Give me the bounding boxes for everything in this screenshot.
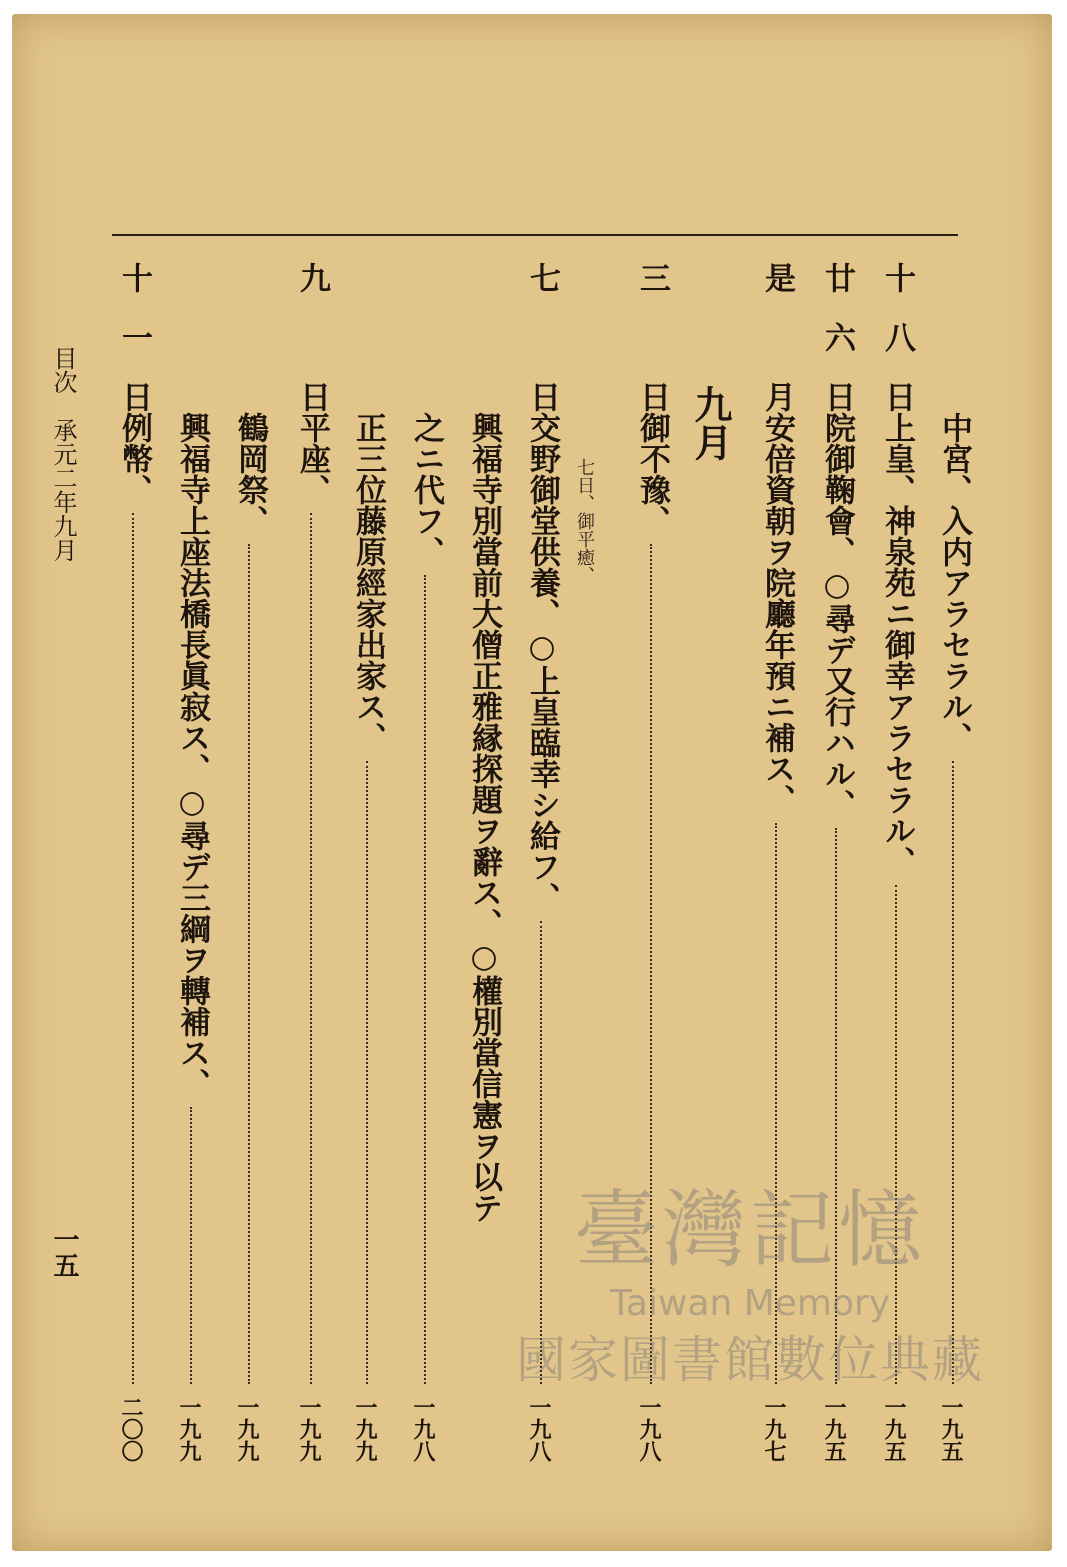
entry-day: 廿六日 xyxy=(819,262,855,412)
entry-day: 三日 xyxy=(634,262,670,412)
page-number: 一九七 xyxy=(761,1396,787,1462)
watermark-english: Taiwan Memory xyxy=(609,1283,891,1324)
entry-text: 平座、 xyxy=(294,412,330,505)
page-number: 二〇〇 xyxy=(118,1396,144,1462)
toc-entry xyxy=(112,262,156,505)
dot-leader xyxy=(132,513,134,1384)
entry-text: 鶴岡祭、 xyxy=(232,412,268,536)
entry-text: 興福寺別當前大僧正雅縁探題ヲ辭ス、○權別當信憲ヲ以テ xyxy=(466,412,502,1223)
toc-entry xyxy=(815,262,859,820)
page-number: 一九九 xyxy=(296,1396,322,1462)
toc-entry xyxy=(170,262,214,1099)
dot-leader xyxy=(366,761,368,1384)
side-note: 七日、御平癒、 xyxy=(574,458,595,584)
page-number: 一九九 xyxy=(234,1396,260,1462)
toc-entry xyxy=(755,262,799,815)
toc-entry xyxy=(228,262,272,536)
entry-day: 十一日 xyxy=(116,262,152,412)
entry-text: 例幣、 xyxy=(116,412,152,505)
watermark xyxy=(500,1180,1000,1392)
month-heading: 九月 xyxy=(688,385,733,461)
page-number: 一九九 xyxy=(352,1396,378,1462)
entry-day: 九日 xyxy=(294,262,330,412)
page-number: 一九五 xyxy=(938,1396,964,1462)
page-number: 一九八 xyxy=(410,1396,436,1462)
toc-entry xyxy=(630,262,674,536)
dot-leader xyxy=(424,575,426,1384)
toc-entry xyxy=(462,262,506,1223)
entry-day: 是月 xyxy=(759,262,795,412)
top-rule xyxy=(112,234,958,236)
entry-text: 安倍資朝ヲ院廳年預ニ補ス、 xyxy=(759,412,795,815)
entry-text: 御不豫、 xyxy=(634,412,670,536)
entry-text: 交野御堂供養、○上皇臨幸シ給フ、 xyxy=(524,412,560,913)
entry-day: 七日 xyxy=(524,262,560,412)
watermark-main: 臺灣記憶 xyxy=(573,1181,926,1279)
entry-text: 院御鞠會、○尋デ又行ハル、 xyxy=(819,412,855,820)
dot-leader xyxy=(310,513,312,1384)
toc-entry xyxy=(346,262,390,753)
entry-text: 之ニ代フ、 xyxy=(408,412,444,567)
dot-leader xyxy=(190,1107,192,1384)
entry-day: 十八日 xyxy=(879,262,915,412)
toc-entry xyxy=(932,262,976,753)
folio-number: 一五 xyxy=(49,1226,79,1278)
watermark-sub: 國家圖書館數位典藏 xyxy=(516,1331,984,1389)
page-number: 一九五 xyxy=(821,1396,847,1462)
running-title: 目次 承元二年九月 xyxy=(49,346,77,562)
entry-text: 興福寺上座法橋長眞寂ス、○尋デ三綱ヲ轉補ス、 xyxy=(174,412,210,1099)
entry-text: 正三位藤原經家出家ス、 xyxy=(350,412,386,753)
entry-text: 中宮、入内アラセラル、 xyxy=(936,412,972,753)
dot-leader xyxy=(248,544,250,1384)
toc-entry xyxy=(520,262,564,913)
page-number: 一九九 xyxy=(176,1396,202,1462)
entry-text: 上皇、神泉苑ニ御幸アラセラル、 xyxy=(879,412,915,877)
page-number: 一九八 xyxy=(526,1396,552,1462)
toc-entry xyxy=(404,262,448,567)
toc-entry xyxy=(875,262,919,877)
toc-entry xyxy=(290,262,334,505)
page-number: 一九八 xyxy=(636,1396,662,1462)
page-number: 一九五 xyxy=(881,1396,907,1462)
